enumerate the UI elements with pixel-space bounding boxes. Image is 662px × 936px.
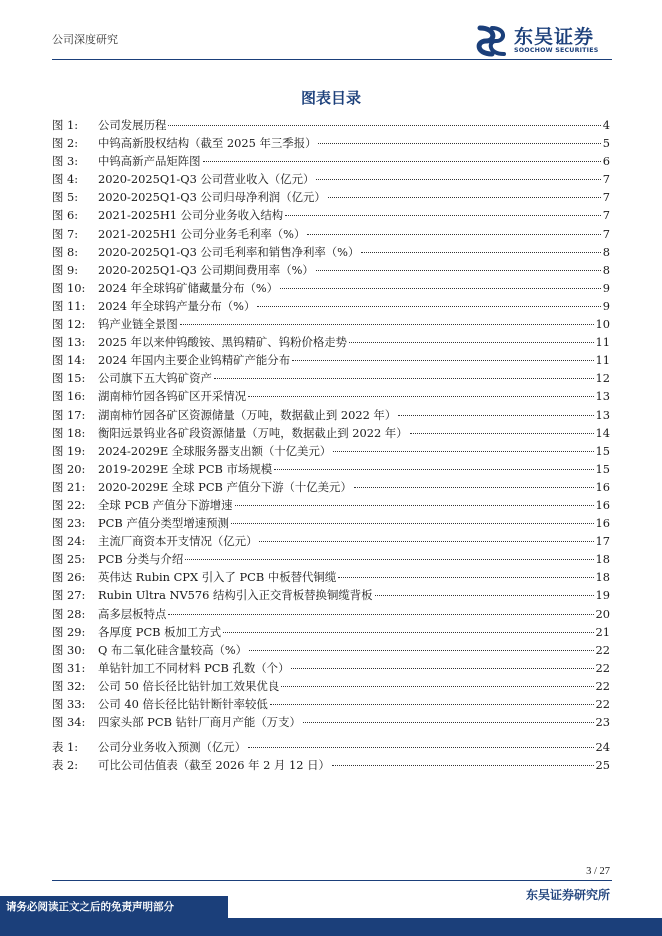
figure-entry[interactable]	[52, 460, 610, 478]
report-type-label: 公司深度研究	[52, 33, 118, 46]
entry-page: 9	[602, 280, 610, 295]
entry-number: 图 13:	[52, 335, 86, 350]
entry-number: 图 30:	[52, 642, 86, 657]
entry-page: 24	[595, 740, 610, 754]
entry-page: 18	[595, 570, 610, 585]
entry-number: 图 32:	[52, 678, 86, 693]
entry-number: 表 2:	[52, 758, 79, 773]
dot-leader	[398, 415, 593, 416]
company-logo	[474, 22, 624, 62]
entry-title: 单钻针加工不同材料 PCB 孔数（个）	[98, 660, 290, 675]
entry-number: 图 2:	[52, 136, 79, 151]
dot-leader	[349, 342, 593, 343]
entry-page: 22	[595, 660, 610, 675]
entry-number: 图 3:	[52, 154, 79, 169]
table-entry[interactable]	[52, 756, 610, 774]
entry-number: 图 16:	[52, 389, 86, 404]
entry-title: 主流厂商资本开支情况（亿元）	[98, 534, 258, 549]
figure-entry[interactable]	[52, 351, 610, 369]
entry-page: 11	[595, 335, 610, 350]
figure-entry[interactable]	[52, 369, 610, 387]
entry-number: 图 19:	[52, 443, 86, 458]
entry-title: 2021-2025H1 公司分业务收入结构	[98, 208, 284, 223]
figure-entry[interactable]	[52, 713, 610, 731]
entry-title: PCB 产值分类型增速预测	[98, 516, 229, 531]
figure-entry[interactable]	[52, 134, 610, 152]
entry-page: 18	[595, 552, 610, 567]
figure-entry[interactable]	[52, 279, 610, 297]
entry-page: 7	[602, 208, 610, 223]
dot-leader	[214, 378, 594, 379]
figure-entry[interactable]	[52, 116, 610, 134]
table-entry[interactable]	[52, 738, 610, 756]
figure-entry[interactable]	[52, 641, 610, 659]
entry-page: 17	[595, 534, 610, 549]
entry-page: 13	[595, 389, 610, 404]
entry-number: 图 15:	[52, 371, 86, 386]
entry-number: 图 25:	[52, 552, 86, 567]
figure-entry[interactable]	[52, 225, 610, 243]
entry-title: 2024-2029E 全球服务器支出额（十亿美元）	[98, 443, 332, 458]
entry-number: 图 21:	[52, 479, 86, 494]
entry-page: 15	[595, 461, 610, 476]
dot-leader	[354, 487, 594, 488]
entry-number: 图 24:	[52, 534, 86, 549]
figure-entry[interactable]	[52, 514, 610, 532]
dot-leader	[270, 704, 594, 705]
dot-leader	[223, 632, 593, 633]
entry-title: 高多层板特点	[98, 606, 167, 621]
dot-leader	[168, 125, 600, 126]
entry-title: 2020-2025Q1-Q3 公司营业收入（亿元）	[98, 172, 315, 187]
entry-number: 图 22:	[52, 497, 86, 512]
entry-page: 21	[595, 624, 610, 639]
dot-leader	[280, 288, 601, 289]
entry-page: 9	[602, 298, 610, 313]
figure-entry[interactable]	[52, 188, 610, 206]
entry-title: 2020-2025Q1-Q3 公司期间费用率（%）	[98, 262, 314, 277]
entry-title: 2024 年全球钨产量分布（%）	[98, 298, 256, 313]
disclaimer-text: 请务必阅读正文之后的免责声明部分	[6, 901, 174, 913]
dot-leader	[285, 215, 601, 216]
entry-number: 图 14:	[52, 353, 86, 368]
table-list	[52, 738, 610, 774]
entry-title: 2020-2025Q1-Q3 公司归母净利润（亿元）	[98, 190, 326, 205]
entry-number: 图 8:	[52, 244, 79, 259]
entry-title: 各厚度 PCB 板加工方式	[98, 624, 222, 639]
entry-title: 2024 年全球钨矿储藏量分布（%）	[98, 280, 279, 295]
dot-leader	[281, 686, 593, 687]
entry-number: 图 20:	[52, 461, 86, 476]
entry-number: 图 5:	[52, 190, 79, 205]
dot-leader	[257, 306, 600, 307]
figure-entry[interactable]	[52, 243, 610, 261]
entry-number: 图 26:	[52, 570, 86, 585]
entry-title: 四家头部 PCB 钻针厂商月产能（万支）	[98, 715, 301, 730]
entry-number: 图 6:	[52, 208, 79, 223]
dot-leader	[361, 252, 600, 253]
figure-entry[interactable]	[52, 586, 610, 604]
entry-title: 衡阳远景钨业各矿段资源储量（万吨，数据截止到 2022 年）	[98, 425, 408, 440]
figure-entry[interactable]	[52, 152, 610, 170]
logo-chinese-name: 东吴证券	[514, 26, 595, 48]
figure-entry[interactable]	[52, 695, 610, 713]
entry-number: 图 1:	[52, 118, 79, 132]
entry-title: 中钨高新产品矩阵图	[98, 154, 201, 169]
soochow-logo-icon	[474, 24, 508, 58]
figure-entry[interactable]	[52, 550, 610, 568]
entry-page: 10	[595, 317, 610, 332]
dot-leader	[338, 577, 593, 578]
entry-title: 公司旗下五大钨矿资产	[98, 371, 212, 386]
dot-leader	[292, 360, 593, 361]
entry-page: 7	[602, 172, 610, 187]
header-divider	[52, 59, 612, 60]
figure-list	[52, 116, 610, 731]
dot-leader	[248, 396, 593, 397]
dot-leader	[332, 765, 594, 766]
figure-entry[interactable]	[52, 261, 610, 279]
dot-leader	[410, 433, 594, 434]
dot-leader	[291, 668, 593, 669]
entry-page: 4	[602, 118, 610, 132]
entry-title: 2019-2029E 全球 PCB 市场规模	[98, 461, 273, 476]
footer-org-name: 东吴证券研究所	[525, 888, 610, 902]
figure-entry[interactable]	[52, 424, 610, 442]
logo-english-name: SOOCHOW SECURITIES	[514, 47, 599, 54]
entry-number: 图 33:	[52, 697, 86, 711]
entry-number: 图 17:	[52, 407, 86, 422]
disclaimer-banner	[0, 896, 228, 918]
entry-number: 图 4:	[52, 172, 79, 187]
entry-number: 图 34:	[52, 715, 86, 730]
entry-number: 图 28:	[52, 606, 86, 621]
entry-number: 图 11:	[52, 298, 86, 313]
entry-page: 20	[595, 606, 610, 621]
entry-title: 全球 PCB 产值分下游增速	[98, 497, 233, 512]
figure-entry[interactable]	[52, 478, 610, 496]
page-number: 3 / 27	[586, 866, 610, 877]
entry-title: 湖南柿竹园各钨矿区开采情况	[98, 389, 247, 404]
entry-number: 图 23:	[52, 516, 86, 531]
entry-title: 英伟达 Rubin CPX 引入了 PCB 中板替代铜缆	[98, 570, 337, 585]
entry-page: 11	[595, 353, 610, 368]
figure-entry[interactable]	[52, 170, 610, 188]
entry-title: Rubin Ultra NV576 结构引入正交背板替换铜缆背板	[98, 588, 373, 603]
dot-leader	[168, 614, 593, 615]
figure-entry[interactable]	[52, 406, 610, 424]
entry-page: 8	[602, 244, 610, 259]
entry-number: 图 29:	[52, 624, 86, 639]
entry-page: 19	[595, 588, 610, 603]
entry-title: 湖南柿竹园各矿区资源储量（万吨，数据截止到 2022 年）	[98, 407, 397, 422]
entry-page: 16	[595, 516, 610, 531]
dot-leader	[248, 747, 593, 748]
entry-number: 图 7:	[52, 226, 79, 241]
entry-page: 14	[595, 425, 610, 440]
entry-page: 8	[602, 262, 610, 277]
entry-number: 图 31:	[52, 660, 86, 675]
entry-title: 中钨高新股权结构（截至 2025 年三季报）	[98, 136, 317, 151]
dot-leader	[375, 595, 594, 596]
entry-page: 16	[595, 497, 610, 512]
entry-title: 公司 40 倍长径比钻针断针率较低	[98, 697, 268, 711]
entry-page: 7	[602, 190, 610, 205]
footer-bar	[0, 918, 662, 936]
entry-page: 22	[595, 678, 610, 693]
figure-entry[interactable]	[52, 568, 610, 586]
dot-leader	[203, 161, 601, 162]
dot-leader	[303, 722, 594, 723]
entry-title: 公司发展历程	[98, 118, 167, 132]
entry-page: 12	[595, 371, 610, 386]
entry-page: 23	[595, 715, 610, 730]
entry-page: 5	[602, 136, 610, 151]
entry-number: 图 10:	[52, 280, 86, 295]
entry-title: 2020-2025Q1-Q3 公司毛利率和销售净利率（%）	[98, 244, 360, 259]
figure-entry[interactable]	[52, 496, 610, 514]
entry-page: 22	[595, 697, 610, 711]
entry-title: 2020-2029E 全球 PCB 产值分下游（十亿美元）	[98, 479, 352, 494]
entry-title: 2021-2025H1 公司分业务毛利率（%）	[98, 226, 306, 241]
figure-entry[interactable]	[52, 605, 610, 623]
figure-entry[interactable]	[52, 442, 610, 460]
dot-leader	[249, 650, 593, 651]
entry-page: 22	[595, 642, 610, 657]
entry-page: 6	[602, 154, 610, 169]
entry-title: PCB 分类与介绍	[98, 552, 184, 567]
entry-number: 图 12:	[52, 317, 86, 332]
dot-leader	[307, 234, 600, 235]
figure-entry[interactable]	[52, 315, 610, 333]
figure-entry[interactable]	[52, 333, 610, 351]
entry-page: 25	[595, 758, 610, 773]
entry-title: 钨产业链全景图	[98, 317, 178, 332]
entry-title: 可比公司估值表（截至 2026 年 2 月 12 日）	[98, 758, 330, 773]
figure-entry[interactable]	[52, 387, 610, 405]
dot-leader	[259, 541, 593, 542]
figure-entry[interactable]	[52, 532, 610, 550]
figure-entry[interactable]	[52, 206, 610, 224]
entry-number: 图 18:	[52, 425, 86, 440]
figure-entry[interactable]	[52, 297, 610, 315]
dot-leader	[316, 179, 600, 180]
dot-leader	[328, 197, 601, 198]
dot-leader	[318, 143, 600, 144]
toc-title: 图表目录	[300, 89, 361, 107]
entry-title: 公司分业务收入预测（亿元）	[98, 740, 247, 754]
dot-leader	[231, 523, 594, 524]
dot-leader	[185, 559, 593, 560]
dot-leader	[274, 469, 593, 470]
dot-leader	[235, 505, 594, 506]
entry-title: 2025 年以来仲钨酸铵、黑钨精矿、钨粉价格走势	[98, 335, 348, 350]
entry-title: 公司 50 倍长径比钻针加工效果优良	[98, 678, 280, 693]
entry-title: 2024 年国内主要企业钨精矿产能分布	[98, 353, 291, 368]
entry-page: 15	[595, 443, 610, 458]
figure-entry[interactable]	[52, 677, 610, 695]
figure-entry[interactable]	[52, 659, 610, 677]
entry-page: 13	[595, 407, 610, 422]
dot-leader	[180, 324, 594, 325]
entry-number: 图 9:	[52, 262, 79, 277]
figure-entry[interactable]	[52, 623, 610, 641]
dot-leader	[333, 451, 593, 452]
entry-page: 7	[602, 226, 610, 241]
entry-number: 图 27:	[52, 588, 86, 603]
entry-title: Q 布二氧化硅含量较高（%）	[98, 642, 248, 657]
dot-leader	[316, 270, 601, 271]
footer-divider	[52, 880, 612, 881]
entry-page: 16	[595, 479, 610, 494]
entry-number: 表 1:	[52, 740, 79, 754]
